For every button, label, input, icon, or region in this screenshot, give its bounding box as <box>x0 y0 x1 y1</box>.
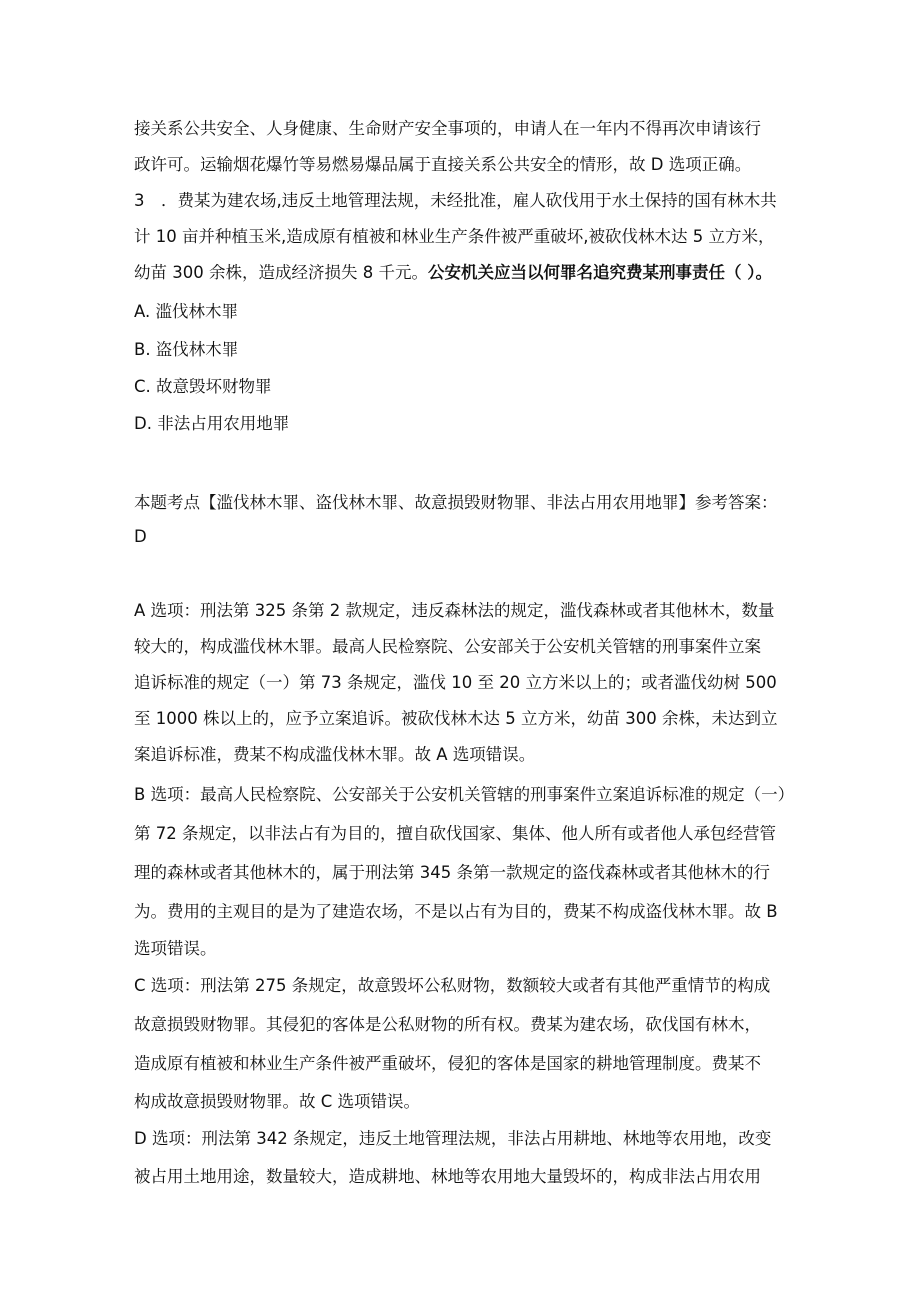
text-line: 至 1000 株以上的，应予立案追诉。被砍伐林木达 5 立方米，幼苗 300 余株，未达到立 <box>134 709 778 728</box>
explanation-c-line: C 选项：刑法第 275 条规定，故意毁坏公私财物，数额较大或者有其他严重情节的构成 <box>134 976 771 995</box>
answer-value: D <box>134 527 147 546</box>
question-3-bold-text: 公安机关应当以何罪名追究费某刑事责任（ ）。 <box>427 263 772 282</box>
explanation-d-line: D 选项：刑法第 342 条规定，违反土地管理法规，非法占用耕地、林地等农用地，改变 <box>134 1129 772 1148</box>
text-line: 追诉标准的规定（一）第 73 条规定，滥伐 10 至 20 立方米以上的；或者滥伐幼树 500 <box>134 673 777 692</box>
option-c: C. 故意毁坏财物罪 <box>134 377 272 396</box>
text-line: 被占用土地用途，数量较大，造成耕地、林地等农用地大量毁坏的，构成非法占用农用 <box>134 1167 761 1186</box>
explanation-b-line: B 选项：最高人民检察院、公安部关于公安机关管辖的刑事案件立案追诉标准的规定（一） <box>134 785 795 804</box>
text-line: 计 10 亩并种植玉米,造成原有植被和林业生产条件被严重破坏,被砍伐林木达 5 立方米， <box>134 227 775 246</box>
text-line: 接关系公共安全、人身健康、生命财产安全事项的，申请人在一年内不得再次申请该行 <box>134 119 761 138</box>
text-line: 案追诉标准，费某不构成滥伐林木罪。故 A 选项错误。 <box>134 745 536 764</box>
question-3-text: 幼苗 300 余株，造成经济损失 8 千元。 <box>134 263 428 282</box>
text-line: 为。费用的主观目的是为了建造农场，不是以占有为目的，费某不构成盗伐林木罪。故 B <box>134 902 778 921</box>
text-line: 第 72 条规定，以非法占有为目的，擅自砍伐国家、集体、他人所有或者他人承包经营管 <box>134 824 776 843</box>
text-line: 较大的，构成滥伐林木罪。最高人民检察院、公安部关于公安机关管辖的刑事案件立案 <box>134 637 761 656</box>
text-line: 政许可。运输烟花爆竹等易燃易爆品属于直接关系公共安全的情形，故 D 选项正确。 <box>134 155 752 174</box>
option-d: D. 非法占用农用地罪 <box>134 414 290 433</box>
text-line: 造成原有植被和林业生产条件被严重破坏，侵犯的客体是国家的耕地管理制度。费某不 <box>134 1054 761 1073</box>
answer-key-line: 本题考点【滥伐林木罪、盗伐林木罪、故意损毁财物罪、非法占用农用地罪】参考答案： <box>134 493 778 512</box>
question-3-line: 3 ．费某为建农场,违反土地管理法规，未经批准，雇人砍伐用于水土保持的国有林木共 <box>134 191 777 210</box>
option-a: A. 滥伐林木罪 <box>134 302 238 321</box>
text-line: 理的森林或者其他林木的，属于刑法第 345 条第一款规定的盗伐森林或者其他林木的行 <box>134 863 770 882</box>
text-line: 选项错误。 <box>134 939 217 958</box>
explanation-a-line: A 选项：刑法第 325 条第 2 款规定，违反森林法的规定，滥伐森林或者其他林木，数量 <box>134 601 775 620</box>
option-b: B. 盗伐林木罪 <box>134 340 239 359</box>
text-line: 故意损毁财物罪。其侵犯的客体是公私财物的所有权。费某为建农场，砍伐国有林木， <box>134 1015 761 1034</box>
text-line: 构成故意损毁财物罪。故 C 选项错误。 <box>134 1092 421 1111</box>
question-3-prompt-line <box>134 261 794 285</box>
